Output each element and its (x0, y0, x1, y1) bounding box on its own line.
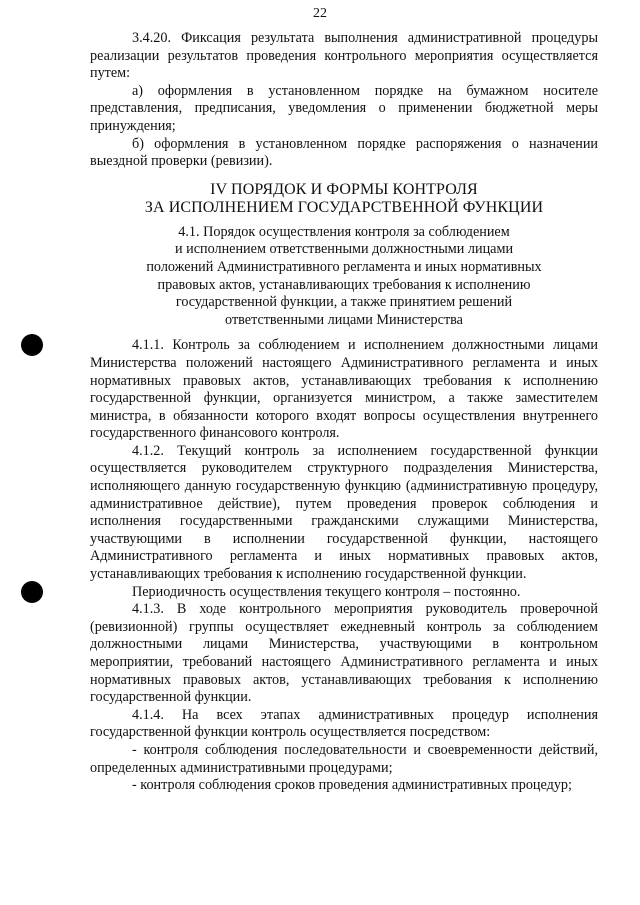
subsection-heading-line: ответственными лицами Министерства (225, 311, 463, 328)
subsection-heading-line: государственной функции, а также принятием решений (175, 294, 513, 311)
subsection-heading-line: правовых актов, устанавливающих требования к исполнению (157, 276, 531, 293)
paragraph-4-1-3: 4.1.3. В ходе контрольного мероприятия руководитель проверочной (ревизионной) группы осуществляет ежедневный контроль за соблюдением должностными лицами Министерства, участвующими в контрольном мероприятии, требований настоящего Административного регламента и иных нормативных правовых актов, устанавливающих требования к исполнению государственной функции. (90, 601, 598, 706)
paragraph-4-1-1: 4.1.1. Контроль за соблюдением и исполнением должностными лицами Министерства положений настоящего Административного регламента и иных нормативных правовых актов, устанавливающих требования к исполнению государственной функции, организуется министром, а также заместителем министра, в обязанности которого входят вопросы осуществления внутреннего государственного финансового контроля. (90, 337, 598, 442)
section-heading-line: ЗА ИСПОЛНЕНИЕМ ГОСУДАРСТВЕННОЙ ФУНКЦИИ (144, 199, 544, 217)
paragraph-item-b: б) оформления в установленном порядке распоряжения о назначении выездной проверки (ревизии). (90, 135, 598, 170)
paragraph-4-1-2: 4.1.2. Текущий контроль за исполнением государственной функции осуществляется руководителем структурного подразделения Министерства, исполняющего данную государственную функцию (административную процедуру, административное действие), путем проведения проверок соблюдения и исполнения государственными гражданскими служащими Министерства, участвующими в исполнении государственной функции, настоящего Административного регламента и иных нормативных правовых актов, устанавливающих требования к исполнению государственной функции. (90, 442, 598, 583)
page-number: 22 (313, 6, 327, 21)
subsection-heading (90, 224, 598, 330)
binder-hole (21, 334, 43, 356)
document-page (90, 30, 598, 795)
paragraph-4-1-4: 4.1.4. На всех этапах административных процедур исполнения государственной функции контроль осуществляется посредством: (90, 706, 598, 741)
binder-hole (21, 581, 43, 603)
section-heading-line: IV ПОРЯДОК И ФОРМЫ КОНТРОЛЯ (210, 180, 478, 198)
paragraph-item-a: а) оформления в установленном порядке на бумажном носителе представления, предписания, уведомления о применении бюджетной меры принуждения; (90, 82, 598, 134)
paragraph-3-4-20: 3.4.20. Фиксация результата выполнения административной процедуры реализации результатов проведения контрольного мероприятия осуществляется путем: (90, 30, 598, 82)
list-item-deadline-control: - контроля соблюдения сроков проведения административных процедур; (132, 777, 572, 794)
list-item-sequence-control: - контроля соблюдения последовательности и своевременности действий, определенных административными процедурами; (90, 741, 598, 776)
section-heading (90, 181, 598, 218)
paragraph-periodicity: Периодичность осуществления текущего контроля – постоянно. (132, 583, 521, 600)
subsection-heading-line: 4.1. Порядок осуществления контроля за соблюдением (178, 223, 510, 240)
subsection-heading-line: и исполнением ответственными должностными лицами (174, 241, 514, 258)
subsection-heading-line: положений Административного регламента и иных нормативных (146, 258, 542, 275)
